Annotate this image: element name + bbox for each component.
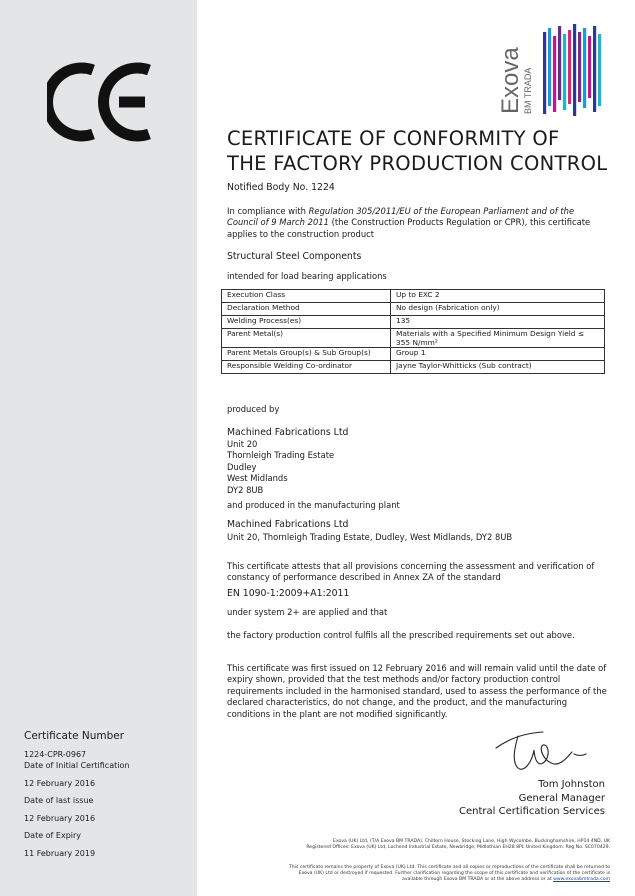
table-row bbox=[222, 303, 605, 316]
cert-number: 1224-CPR-0967 bbox=[24, 749, 87, 759]
fpc-text: the factory production control fulfils all the prescribed requirements set out above. bbox=[227, 630, 575, 640]
logo-brand-text: Exova bbox=[497, 47, 524, 114]
logo-bar bbox=[593, 26, 596, 112]
logo-bar bbox=[563, 34, 566, 110]
initial-cert-date: 12 February 2016 bbox=[24, 778, 96, 788]
logo-bar bbox=[583, 28, 586, 108]
system-text: under system 2+ are applied and that bbox=[227, 607, 388, 617]
signatory-role: General Manager bbox=[518, 792, 605, 804]
table-cell-label: Welding Process(es) bbox=[222, 316, 391, 329]
last-issue-date: 12 February 2016 bbox=[24, 813, 96, 823]
table-cell-value: Group 1 bbox=[391, 348, 605, 361]
logo-bar bbox=[573, 24, 576, 116]
logo-bar bbox=[548, 28, 551, 106]
company-address-footer: Exova (UK) Ltd, (T/A Exova BM TRADA), Chiltern House, Stocking Lane, High Wycombe, Buckinghamshire, HP14 4ND, UK Registered Offices: Exova (UK) Ltd, Lochend Industrial Estate, Newbridge, Midlothian EH28 8PL United Kingdom. Reg No. SC070429. bbox=[306, 839, 610, 850]
table-row bbox=[222, 348, 605, 361]
plant-address: Unit 20, Thornleigh Trading Estate, Dudley, West Midlands, DY2 8UB bbox=[227, 532, 513, 542]
initial-cert-label: Date of Initial Certification bbox=[24, 761, 130, 770]
cert-number-label: Certificate Number bbox=[24, 730, 125, 742]
manufacturer-address: Unit 20 Thornleigh Trading Estate Dudley West Midlands DY2 8UB bbox=[227, 439, 335, 495]
table-cell-value: No design (Fabrication only) bbox=[391, 303, 605, 316]
expiry-date: 11 February 2019 bbox=[24, 848, 96, 858]
product-name: Structural Steel Components bbox=[227, 251, 362, 262]
exova-logo bbox=[495, 22, 605, 118]
notified-body: Notified Body No. 1224 bbox=[227, 182, 335, 193]
table-row bbox=[222, 329, 605, 348]
last-issue-label: Date of last issue bbox=[24, 796, 94, 805]
expiry-label: Date of Expiry bbox=[24, 831, 82, 840]
logo-sub-text: BM TRADA bbox=[523, 67, 533, 114]
table-cell-label: Responsible Welding Co-ordinator bbox=[222, 361, 391, 374]
logo-bar bbox=[578, 32, 581, 102]
standard-reference: EN 1090-1:2009+A1:2011 bbox=[227, 588, 350, 599]
property-notice-footer: This certificate remains the property of Exova (UK) Ltd. This certificate and all copies or reproductions of the certificate shall be returned to Exova (UK) Ltd or destroyed if requested. Further clarification regarding the scope of this certificate and verification of the certificate is available through Exova BM TRADA or at the above address or at www.exovabmtrada.com bbox=[289, 865, 610, 882]
plant-name: Machined Fabrications Ltd bbox=[227, 519, 349, 530]
table-row bbox=[222, 361, 605, 374]
table-cell-label: Declaration Method bbox=[222, 303, 391, 316]
signatory-block bbox=[459, 778, 605, 819]
table-cell-label: Parent Metals Group(s) & Sub Group(s) bbox=[222, 348, 391, 361]
produced-by-label: produced by bbox=[227, 404, 280, 414]
plant-intro: and produced in the manufacturing plant bbox=[227, 500, 400, 510]
table-cell-value: Materials with a Specified Minimum Design Yield ≤ 355 N/mm² bbox=[391, 329, 605, 348]
validity-text: This certificate was first issued on 12 February 2016 and will remain valid until the date of expiry shown, provided that the test methods and/or factory production control requirements included in the harmonised standard, used to assess the performance of the declared characteristics, do not change, and the product, and the manufacturing conditions in the plant are not modified significantly. bbox=[227, 663, 607, 719]
logo-bar bbox=[568, 30, 571, 104]
table-cell-label: Execution Class bbox=[222, 290, 391, 303]
intended-use: intended for load bearing applications bbox=[227, 271, 387, 281]
signatory-name: Tom Johnston bbox=[538, 779, 605, 790]
table-row bbox=[222, 316, 605, 329]
website-link[interactable]: www.exovabmtrada.com bbox=[553, 877, 610, 882]
manufacturer-name: Machined Fabrications Ltd bbox=[227, 427, 349, 438]
logo-bar bbox=[558, 26, 561, 100]
table-cell-value: Jayne Taylor-Whitticks (Sub contract) bbox=[391, 361, 605, 374]
table-cell-value: Up to EXC 2 bbox=[391, 290, 605, 303]
signatory-dept: Central Certification Services bbox=[459, 806, 605, 817]
ce-mark-logo bbox=[47, 62, 155, 142]
table-cell-label: Parent Metal(s) bbox=[222, 329, 391, 348]
table-cell-value: 135 bbox=[391, 316, 605, 329]
sidebar bbox=[0, 0, 197, 896]
page-title: CERTIFICATE OF CONFORMITY OF THE FACTORY PRODUCTION CONTROL bbox=[227, 127, 608, 175]
compliance-text: In compliance with Regulation 305/2011/EU of the European Parliament and of the Council of 9 March 2011 (the Construction Products Regulation or CPR), this certificate applies to the construction product bbox=[227, 206, 591, 239]
signature-image bbox=[488, 718, 598, 783]
certificate-details bbox=[24, 731, 129, 859]
logo-bar bbox=[588, 36, 591, 98]
table-row bbox=[222, 290, 605, 303]
logo-bars bbox=[543, 24, 601, 116]
product-specification-table bbox=[221, 289, 605, 374]
attests-text: This certificate attests that all provisions concerning the assessment and verification of constancy of performance described in Annex ZA of the standard bbox=[227, 561, 595, 583]
logo-bar bbox=[543, 32, 546, 114]
logo-bar bbox=[598, 34, 601, 106]
logo-bar bbox=[553, 36, 556, 112]
